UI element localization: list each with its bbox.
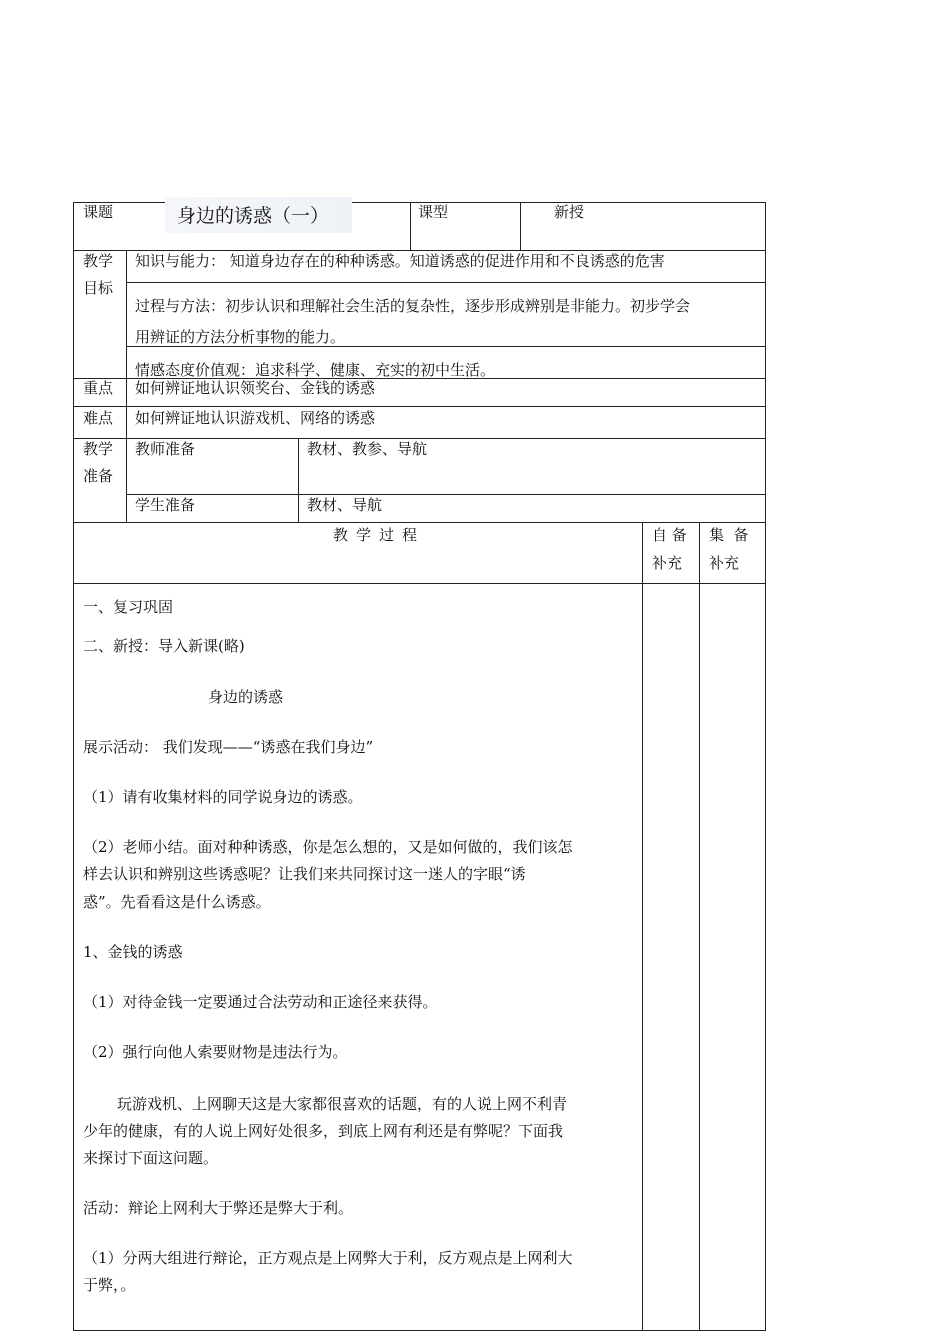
content-line: 惑”。先看看这是什么诱惑。: [83, 893, 271, 911]
lesson-title: 身边的诱惑（一）: [177, 205, 330, 227]
table-line: [126, 494, 766, 495]
key-point-value: 如何辨证地认识领奖台、金钱的诱惑: [135, 379, 376, 397]
table-line: [73, 406, 766, 407]
table-line: [642, 522, 643, 1330]
difficulty-value: 如何辨证地认识游戏机、网络的诱惑: [135, 409, 376, 427]
content-line: （2）强行向他人索要财物是违法行为。: [83, 1043, 348, 1061]
table-line: [126, 250, 127, 522]
content-line: 一、复习巩固: [83, 598, 174, 616]
group-prep-header: 补充: [709, 554, 740, 572]
objective-knowledge: 知识与能力： 知道身边存在的种种诱惑。知道诱惑的促进作用和不良诱惑的危害: [135, 252, 665, 270]
difficulty-label: 难点: [83, 409, 114, 427]
content-line: 二、新授：导入新课(略): [83, 637, 245, 655]
preparation-label: 准备: [83, 467, 114, 485]
preparation-label: 教学: [83, 440, 114, 458]
type-value: 新授: [554, 203, 585, 221]
content-line: 展示活动： 我们发现——“诱惑在我们身边”: [83, 738, 374, 756]
content-line: 于弊，。: [83, 1276, 136, 1294]
group-prep-header: 集 备: [709, 526, 749, 544]
table-border-bottom: [73, 1330, 766, 1331]
teacher-prep-value: 教材、教参、导航: [307, 440, 428, 458]
objectives-label: 目标: [83, 279, 114, 297]
topic-label: 课题: [83, 203, 114, 221]
table-line: [410, 202, 411, 250]
table-border-right: [765, 202, 766, 1331]
content-line: （1）对待金钱一定要通过合法劳动和正途径来获得。: [83, 993, 438, 1011]
student-prep-label: 学生准备: [135, 496, 196, 514]
content-line: 样去认识和辨别这些诱惑呢？让我们来共同探讨这一迷人的字眼“诱: [83, 865, 526, 883]
self-prep-header: 自 备: [652, 526, 687, 544]
objective-process: 过程与方法：初步认识和理解社会生活的复杂性，逐步形成辨别是非能力。初步学会: [135, 297, 691, 315]
content-line: 少年的健康，有的人说上网好处很多，到底上网有利还是有弊呢？下面我: [83, 1122, 564, 1140]
objective-emotion: 情感态度价值观：追求科学、健康、充实的初中生活。: [135, 361, 496, 379]
content-line: （1）分两大组进行辩论，正方观点是上网弊大于利，反方观点是上网利大: [83, 1249, 573, 1267]
teacher-prep-label: 教师准备: [135, 440, 196, 458]
objectives-label: 教学: [83, 252, 114, 270]
content-heading: 身边的诱惑: [208, 688, 284, 706]
table-line: [73, 583, 766, 584]
content-line: 来探讨下面这问题。: [83, 1149, 219, 1167]
table-line: [73, 522, 766, 523]
content-line: （1）请有收集材料的同学说身边的诱惑。: [83, 788, 363, 806]
table-line: [298, 438, 299, 522]
table-line: [520, 202, 521, 250]
key-point-label: 重点: [83, 379, 114, 397]
content-line: 活动：辩论上网利大于弊还是弊大于利。: [83, 1199, 354, 1217]
content-line: 玩游戏机、上网聊天这是大家都很喜欢的话题，有的人说上网不利青: [117, 1095, 568, 1113]
content-line: 1、金钱的诱惑: [83, 943, 183, 961]
table-line: [699, 522, 700, 1330]
objective-process: 用辨证的方法分析事物的能力。: [135, 328, 346, 346]
self-prep-header: 补充: [652, 554, 683, 572]
type-label: 课型: [418, 203, 449, 221]
student-prep-value: 教材、导航: [307, 496, 383, 514]
table-border-left: [73, 202, 74, 1331]
content-line: （2）老师小结。面对种种诱惑，你是怎么想的，又是如何做的，我们该怎: [83, 838, 573, 856]
process-title: 教学过程: [333, 526, 426, 544]
table-line: [126, 282, 766, 283]
